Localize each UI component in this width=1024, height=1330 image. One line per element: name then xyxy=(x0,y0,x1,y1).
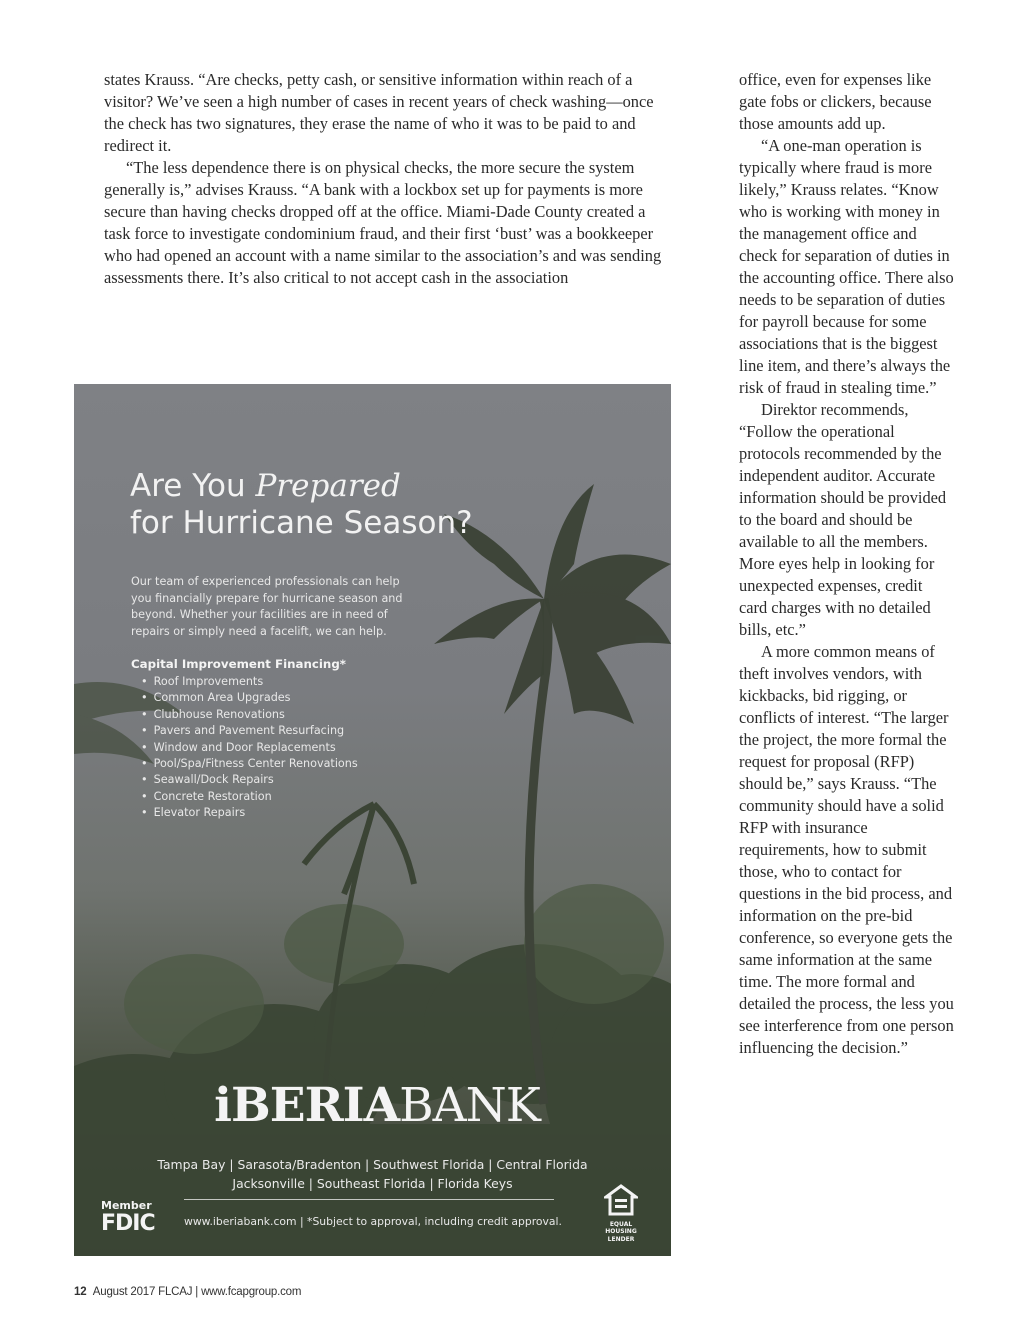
member-label: Member xyxy=(101,1199,152,1212)
ad-headline-line2: for Hurricane Season? xyxy=(130,505,473,541)
list-item: • Elevator Repairs xyxy=(141,805,358,821)
ad-regions-line2: Jacksonville | Southeast Florida | Florida Keys xyxy=(232,1176,513,1191)
brand-part-2: BANK xyxy=(399,1078,540,1133)
iberiabank-advertisement xyxy=(74,384,671,1256)
ad-divider xyxy=(184,1199,554,1200)
fdic-member-badge xyxy=(101,1200,155,1236)
page-number: 12 xyxy=(74,1286,87,1298)
equal-housing-lender-badge xyxy=(596,1184,646,1243)
brand-part-1: iBERIA xyxy=(214,1078,400,1133)
iberiabank-logo xyxy=(212,1076,542,1136)
list-item: • Seawall/Dock Repairs xyxy=(141,772,358,788)
list-item: • Window and Door Replacements xyxy=(141,740,358,756)
page-footer xyxy=(74,1286,301,1298)
article-left-column xyxy=(104,69,670,289)
list-item: • Pool/Spa/Fitness Center Renovations xyxy=(141,756,358,772)
article-paragraph: states Krauss. “Are checks, petty cash, or sensitive information within reach of a visitor? We’ve seen a high number of cases in recent years of check washing—once the check has two signatures, they erase the name of who it was to be paid to and redirect it. xyxy=(104,70,654,155)
article-paragraph: office, even for expenses like gate fobs or clickers, because those amounts add up. xyxy=(739,70,932,133)
equal-housing-icon xyxy=(604,1184,638,1216)
article-right-column xyxy=(739,69,954,1059)
list-item: • Common Area Upgrades xyxy=(141,690,358,706)
financing-title: Capital Improvement Financing* xyxy=(131,657,346,671)
article-paragraph: “A one-man operation is typically where fraud is more likely,” Krauss relates. “Know who is working with money in the management office and check for separation of duties in the accounting office. There also needs to be separation of duties for payroll because for some associations that is the biggest line item, and there’s always the risk of fraud in stealing time.” xyxy=(739,136,954,397)
equal-housing-label-2: LENDER xyxy=(607,1236,635,1243)
list-item: • Pavers and Pavement Resurfacing xyxy=(141,723,358,739)
ad-regions-line1: Tampa Bay | Sarasota/Bradenton | Southwest Florida | Central Florida xyxy=(157,1157,588,1172)
ad-headline-emphasis: Prepared xyxy=(255,468,401,504)
article-paragraph: “The less dependence there is on physical checks, the more secure the system generally is,” advises Krauss. “A bank with a lockbox set up for payments is more secure than having checks dropped off at the office. Miami-Dade County created a task force to investigate condominium fraud, and their first ‘bust’ was a bookkeeper who had opened an account with a name similar to the association’s and was sending assessments there. It’s also critical to not accept cash in the association xyxy=(104,158,662,287)
article-paragraph: Direktor recommends, “Follow the operational protocols recommended by the independent auditor. Accurate information should be provided to the board and should be available to all the members. More eyes help in looking for unexpected expenses, credit card charges with no detailed bills, etc.” xyxy=(739,400,947,639)
list-item: • Clubhouse Renovations xyxy=(141,707,358,723)
footer-text: August 2017 FLCAJ | www.fcapgroup.com xyxy=(92,1286,302,1298)
ad-body-copy: Our team of experienced professionals can help you financially prepare for hurricane season and beyond. Whether your facilities are in need of repairs or simply need a facelift, we can help. xyxy=(131,575,403,638)
ad-headline xyxy=(130,468,473,542)
ad-headline-line1: Are You xyxy=(130,468,256,504)
equal-housing-label-1: EQUAL HOUSING xyxy=(605,1221,637,1235)
list-item: • Roof Improvements xyxy=(141,674,358,690)
article-paragraph: A more common means of theft involves vendors, with kickbacks, bid rigging, or conflicts of interest. “The larger the project, the more formal the request for proposal (RFP) should be,” says Krauss. “The community should have a solid RFP with insurance requirements, how to submit those, who to contact for questions in the bid process, and information on the pre-bid conference, so everyone gets the same information at the same time. The more formal and detailed the process, the less you see interference from one person influencing the decision.” xyxy=(739,642,954,1057)
financing-list xyxy=(141,674,358,822)
fdic-label: FDIC xyxy=(101,1211,155,1236)
ad-footer-text: www.iberiabank.com | *Subject to approval, including credit approval. xyxy=(184,1215,562,1228)
list-item: • Concrete Restoration xyxy=(141,789,358,805)
